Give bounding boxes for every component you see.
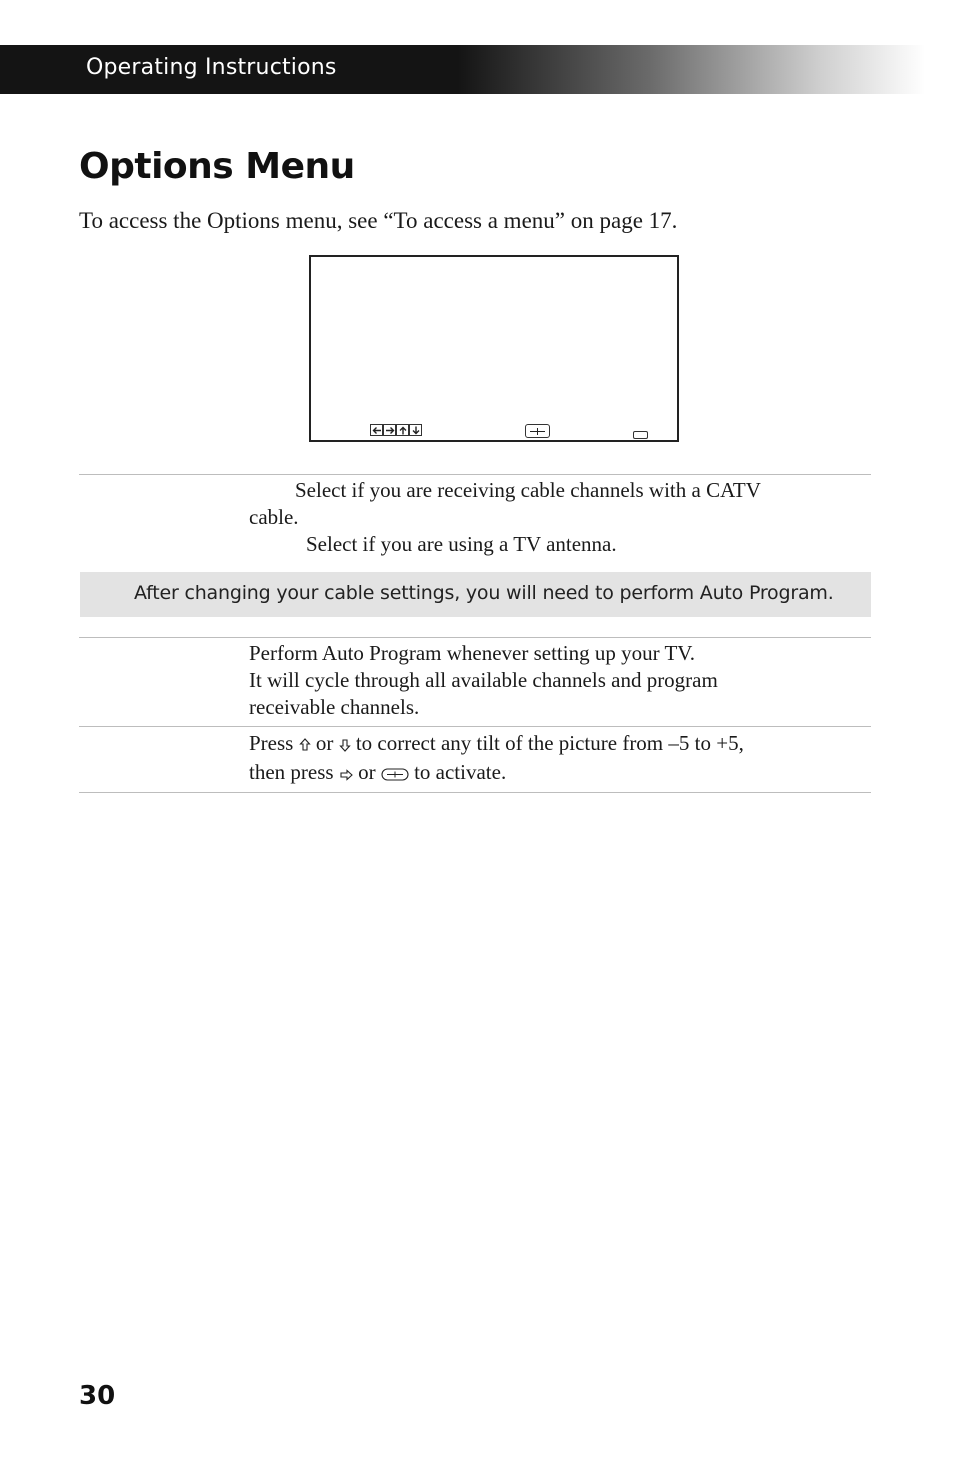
down-arrow-icon (409, 424, 422, 436)
up-arrow-icon (299, 732, 311, 759)
intro-text: To access the Options menu, see “To access a menu” on page 17. (79, 208, 678, 233)
tilt-text-line2 (249, 759, 506, 788)
tilt-text-activate: to activate. (414, 760, 507, 784)
cable-option-text: Select if you are receiving cable channels with a CATV (295, 478, 761, 502)
antenna-option-text: Select if you are using a TV antenna. (306, 532, 617, 556)
divider (79, 637, 871, 638)
page-number: 30 (79, 1381, 116, 1411)
right-arrow-icon (383, 424, 396, 436)
menu-button-icon (633, 431, 648, 439)
tilt-text-press: Press (249, 731, 294, 755)
header-title: Operating Instructions (86, 55, 337, 80)
nav-keys (370, 424, 422, 436)
down-arrow-icon (339, 732, 351, 759)
divider (79, 792, 871, 793)
tilt-text-or-2: or (358, 760, 376, 784)
select-button-icon (381, 761, 409, 788)
up-arrow-icon (396, 424, 409, 436)
tilt-text-line1 (249, 730, 744, 759)
tilt-text-then-press: then press (249, 760, 334, 784)
left-arrow-icon (370, 424, 383, 436)
menu-screen-diagram (309, 255, 679, 442)
note-box (80, 572, 871, 617)
divider (79, 474, 871, 475)
auto-program-text-2: It will cycle through all available channels and program (249, 668, 718, 692)
tilt-text-or: or (315, 731, 334, 755)
right-arrow-icon (339, 761, 353, 788)
note-text: After changing your cable settings, you will need to perform Auto Program. (134, 582, 834, 604)
select-center-icon (525, 424, 550, 438)
page-title: Options Menu (79, 146, 355, 187)
divider (79, 726, 871, 727)
tilt-text-range: to correct any tilt of the picture from –5 to +5, (355, 731, 744, 755)
auto-program-text: Perform Auto Program whenever setting up your TV. (249, 641, 695, 665)
cable-option-text-cont: cable. (249, 505, 299, 529)
auto-program-text-3: receivable channels. (249, 695, 420, 719)
